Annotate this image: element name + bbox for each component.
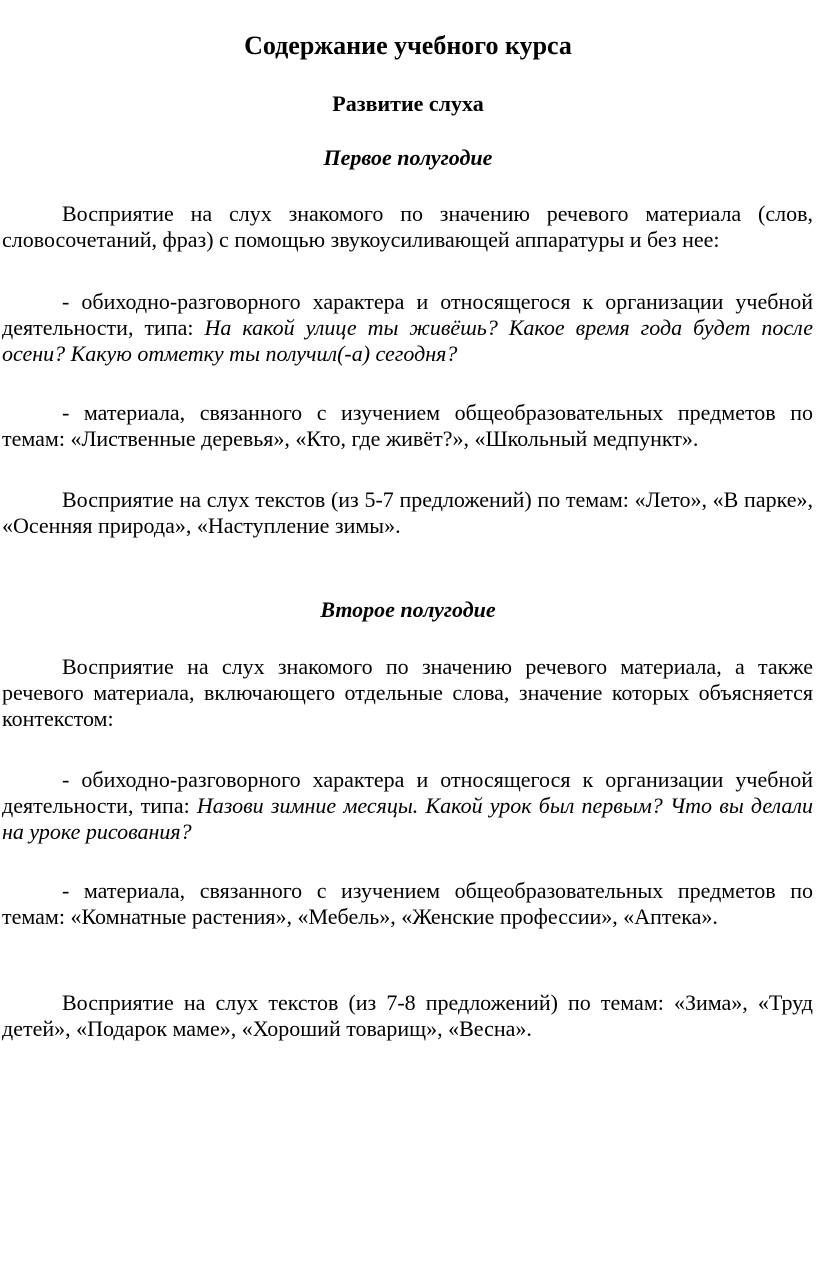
second-half-paragraph-3: - материала, связанного с изучением общеобразовательных предметов по темам: «Комнатные растения», «Мебель», «Женские профессии», «Аптека». <box>2 878 813 929</box>
second-half-paragraph-2-examples: Назови зимние месяцы. Какой урок был первым? Что вы делали на уроке рисования? <box>2 793 814 844</box>
second-half-paragraph-4: Восприятие на слух текстов (из 7-8 предложений) по темам: «Зима», «Труд детей», «Подарок маме», «Хороший товарищ», «Весна». <box>2 990 813 1041</box>
first-half-paragraph-2 <box>2 289 813 367</box>
second-half-paragraph-2-lead: - обиходно-разговорного характера и относящегося к организации учебной деятельности, типа: <box>2 767 813 818</box>
second-half-paragraph-1: Восприятие на слух знакомого по значению речевого материала, а также речевого материала, включающего отдельные слова, значение которых объясняется контекстом: <box>2 654 813 731</box>
first-half-paragraph-2-examples: На какой улице ты живёшь? Какое время года будет после осени? Какую отметку ты получил(-а) сегодня? <box>2 315 813 366</box>
first-half-paragraph-1: Восприятие на слух знакомого по значению речевого материала (слов, словосочетаний, фраз) с помощью звукоусиливающей аппаратуры и без нее: <box>2 201 813 252</box>
first-half-paragraph-4: Восприятие на слух текстов (из 5-7 предложений) по темам: «Лето», «В парке», «Осенняя природа», «Наступление зимы». <box>2 487 813 538</box>
first-half-heading: Первое полугодие <box>323 145 493 170</box>
document-title: Содержание учебного курса <box>244 31 572 60</box>
section-subtitle: Развитие слуха <box>332 91 484 116</box>
second-half-heading: Второе полугодие <box>320 597 496 622</box>
first-half-paragraph-2-lead: - обиходно-разговорного характера и относящегося к организации учебной деятельности, типа: <box>2 289 813 340</box>
second-half-paragraph-2 <box>2 767 813 845</box>
first-half-paragraph-3: - материала, связанного с изучением общеобразовательных предметов по темам: «Лиственные деревья», «Кто, где живёт?», «Школьный медпункт». <box>2 400 813 451</box>
